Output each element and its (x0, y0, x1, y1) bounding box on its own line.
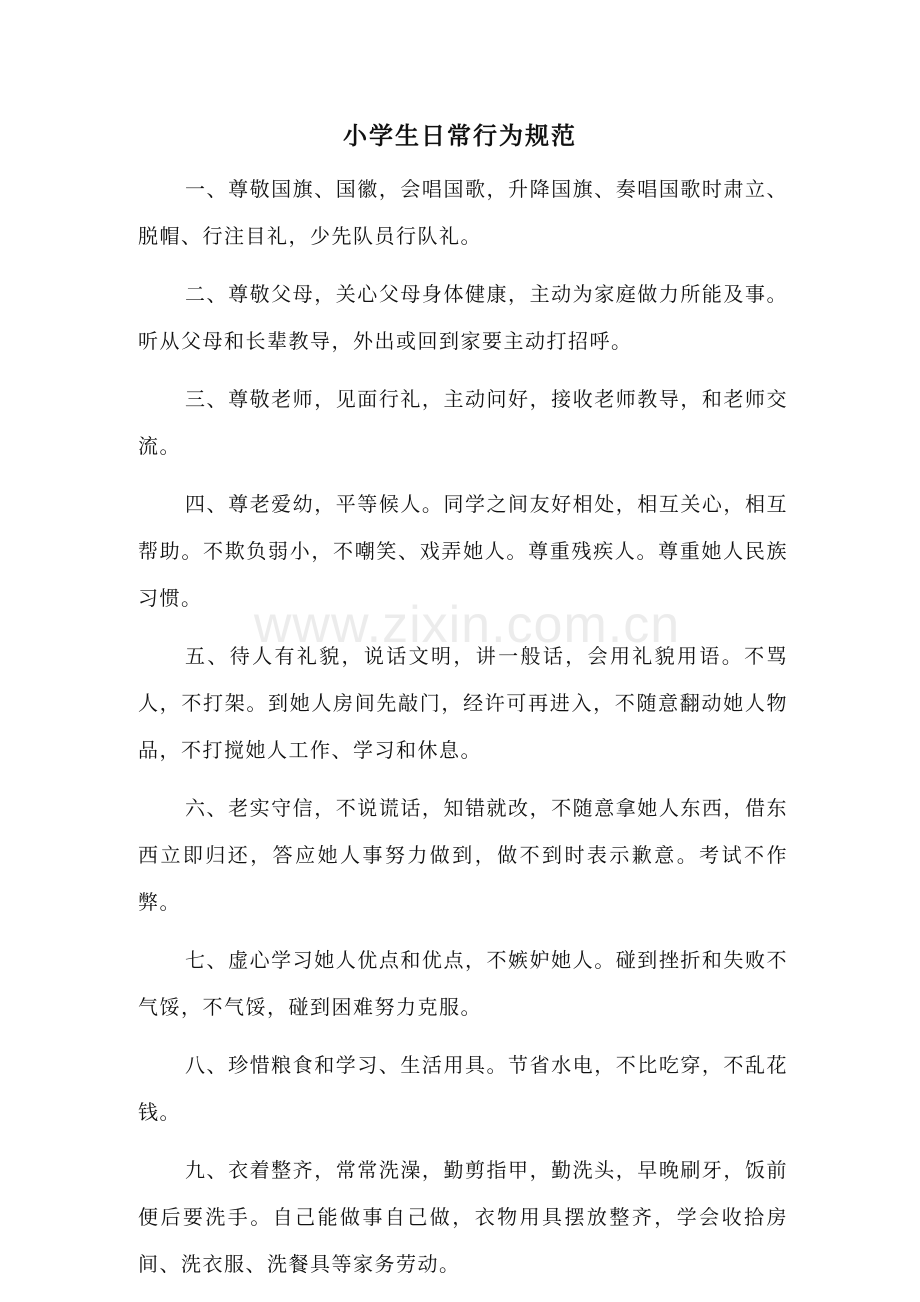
paragraph-1: 一、尊敬国旗、国徽，会唱国歌，升降国旗、奏唱国歌时肃立、脱帽、行注目礼，少先队员行队礼。 (138, 177, 788, 248)
paragraph-4: 四、尊老爱幼，平等候人。同学之间友好相处，相互关心，相互帮助。不欺负弱小，不嘲笑、戏弄她人。尊重残疾人。尊重她人民族习惯。 (138, 492, 788, 610)
paragraph-3: 三、尊敬老师，见面行礼，主动问好，接收老师教导，和老师交流。 (138, 387, 788, 458)
document-body (138, 166, 788, 1299)
paragraph-7: 七、虚心学习她人优点和优点，不嫉妒她人。碰到挫折和失败不气馁，不气馁，碰到困难努力克服。 (138, 948, 788, 1019)
paragraph-9: 九、衣着整齐，常常洗澡，勤剪指甲，勤洗头，早晚刷牙，饭前便后要洗手。自己能做事自己做，衣物用具摆放整齐，学会收拾房间、洗衣服、洗餐具等家务劳动。 (138, 1158, 788, 1276)
document-title: 小学生日常行为规范 (343, 121, 577, 150)
paragraph-6: 六、老实守信，不说谎话，知错就改，不随意拿她人东西，借东西立即归还，答应她人事努力做到，做不到时表示歉意。考试不作弊。 (138, 796, 788, 914)
paragraph-2: 二、尊敬父母，关心父母身体健康，主动为家庭做力所能及事。听从父母和长辈教导，外出或回到家要主动打招呼。 (138, 282, 788, 353)
paragraph-8: 八、珍惜粮食和学习、生活用具。节省水电，不比吃穿，不乱花钱。 (138, 1053, 788, 1124)
watermark: www.zixin.com.cn (253, 596, 681, 654)
paragraph-5: 五、待人有礼貌，说话文明，讲一般话，会用礼貌用语。不骂人，不打架。到她人房间先敲门，经许可再进入，不随意翻动她人物品，不打搅她人工作、学习和休息。 (138, 644, 788, 762)
